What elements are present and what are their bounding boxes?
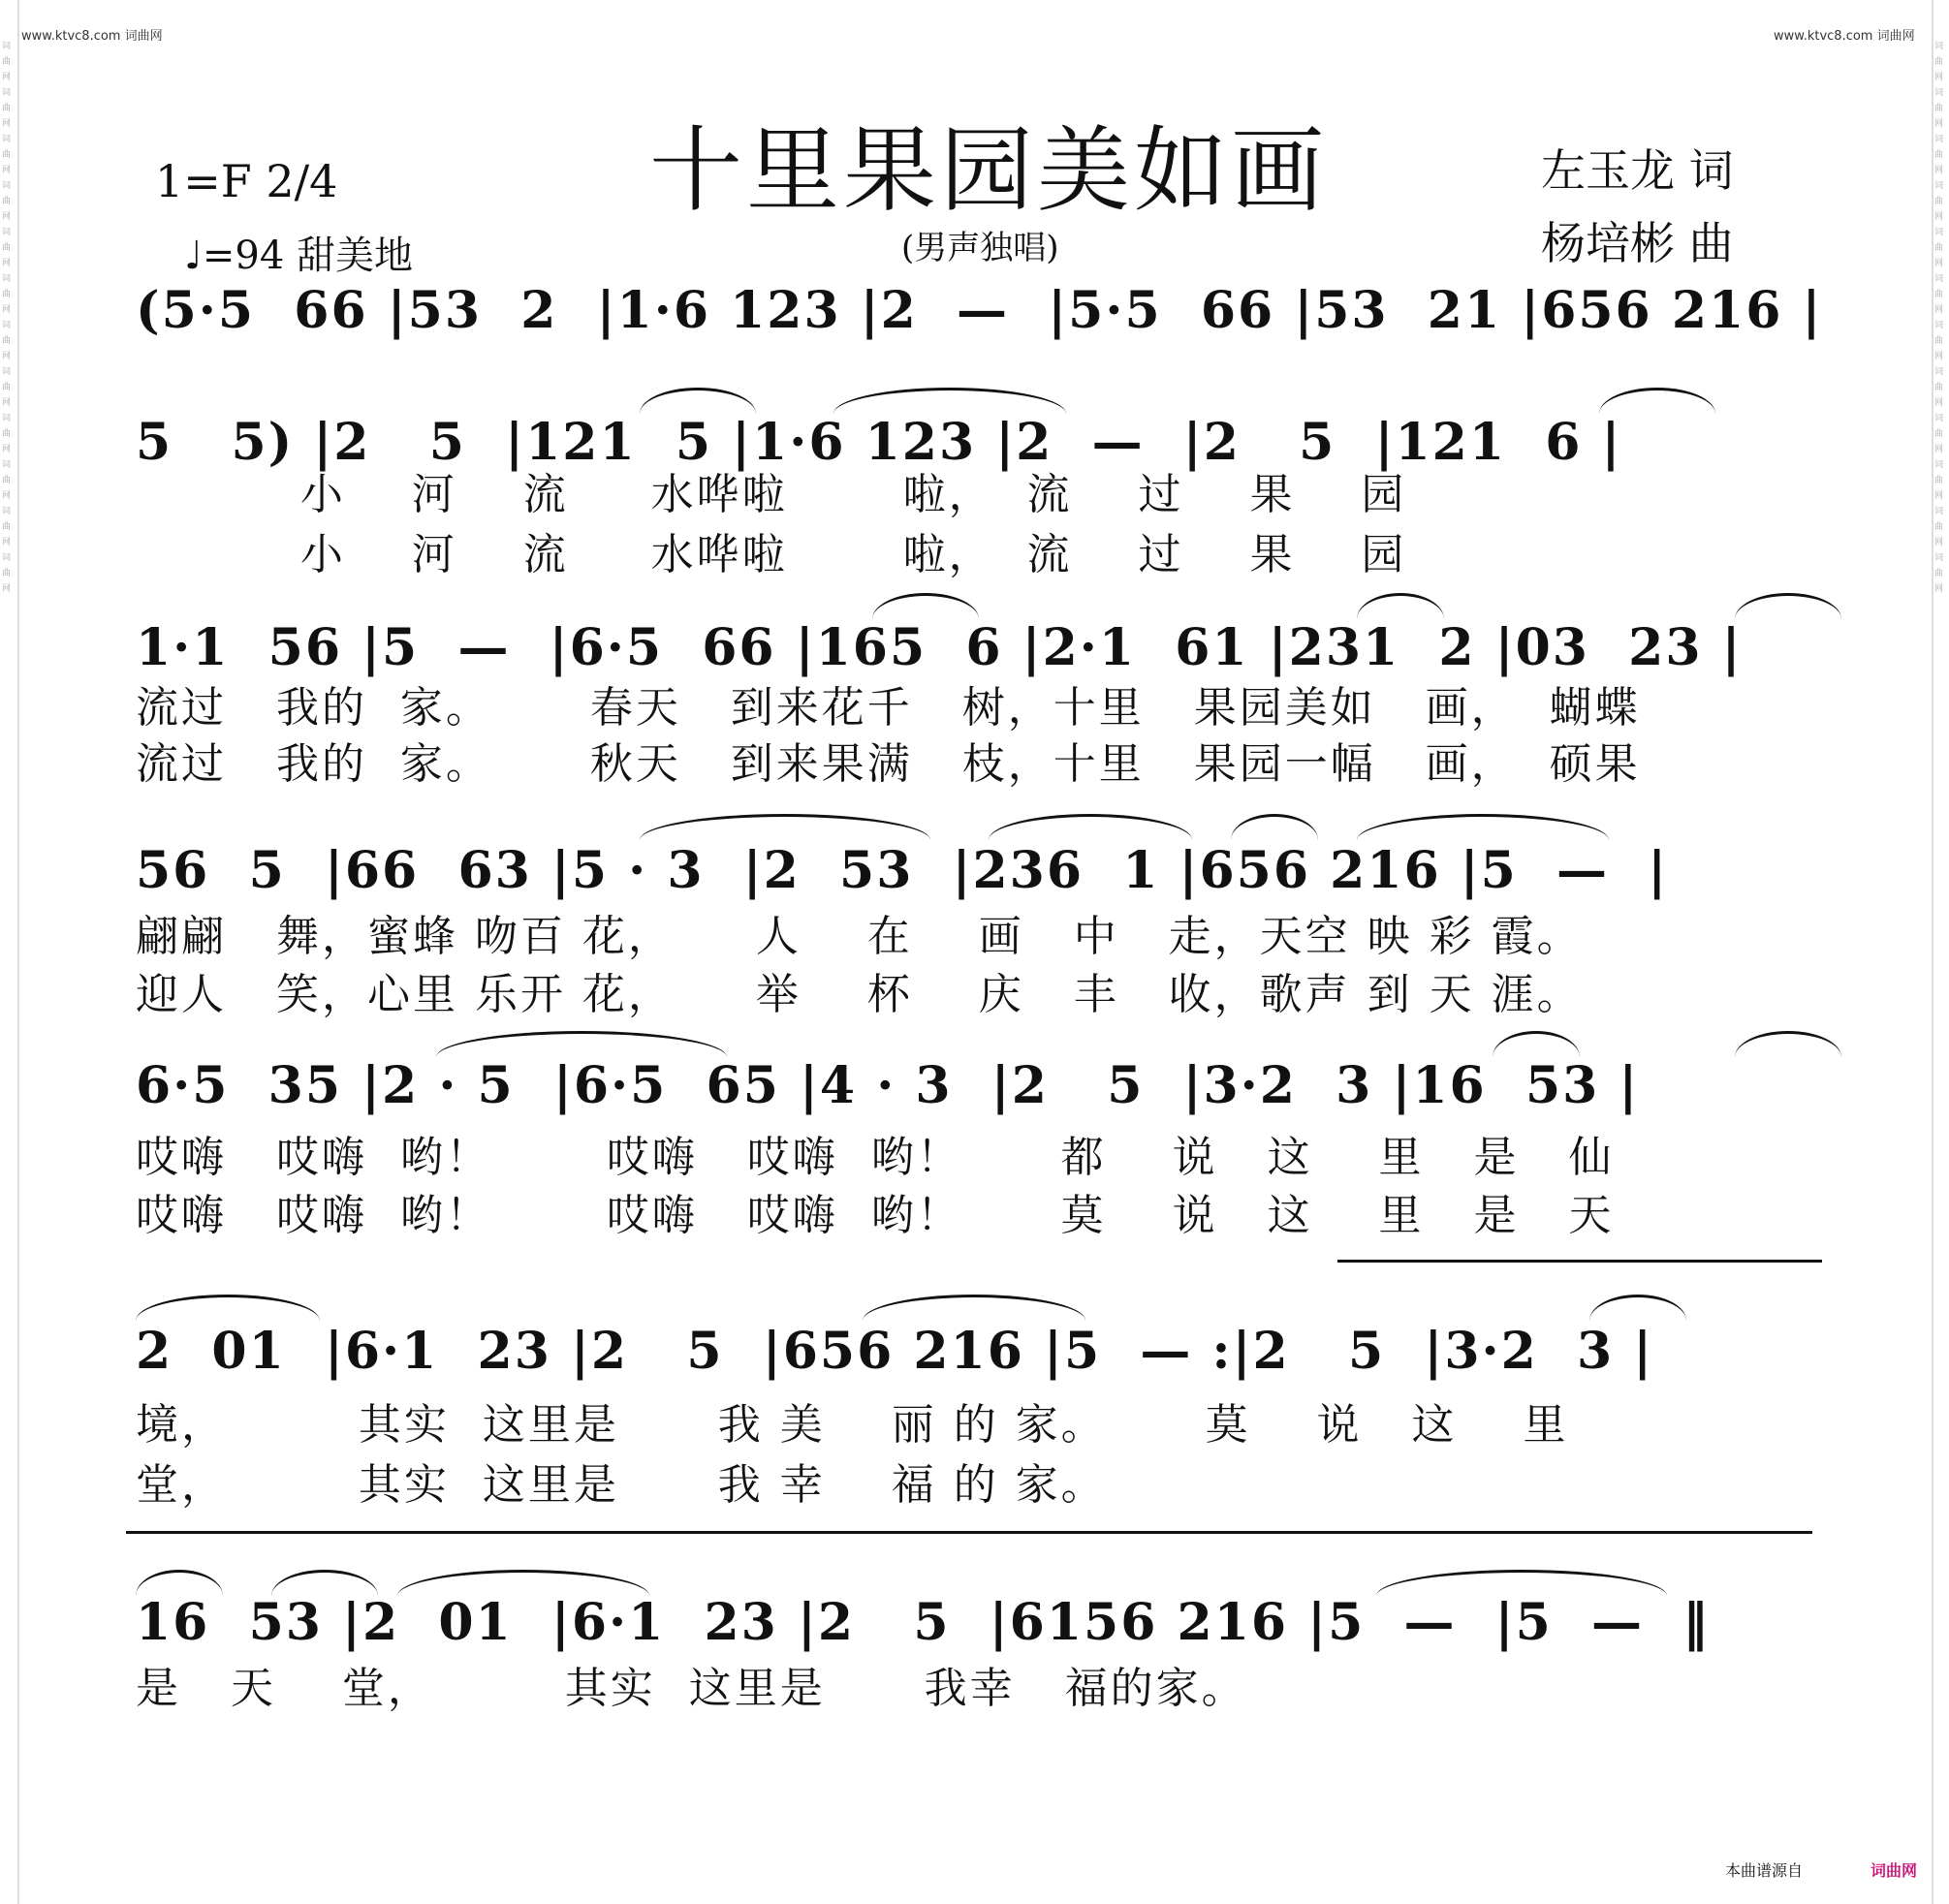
lyrics-verse-2: 流过 我的 家。 秋天 到来果满 枝，十里 果园一幅 画， 硕果: [136, 739, 1641, 789]
slur: [863, 1295, 1085, 1321]
slur: [136, 1295, 320, 1321]
score-line-4: [136, 814, 1822, 1027]
left-sidebar-watermark: 词曲网词曲网词曲网词曲网词曲网词曲网词曲网词曲网词曲网词曲网词曲网词曲网: [2, 42, 12, 594]
notation-line-3: 1·1 56 |5 — |6·5 66 |165 6 |2·1 61 |231 2 |03 23 |: [136, 618, 1743, 677]
score-line-2: [136, 388, 1822, 581]
slur: [1357, 814, 1609, 840]
score-line-3: [136, 593, 1822, 787]
score-line-1: [136, 277, 1822, 364]
watermark-left: www.ktvc8.com 词曲网: [21, 29, 163, 44]
brand-logo[interactable]: 词曲网: [1870, 1861, 1918, 1880]
notation-line-6: 2 01 |6·1 23 |2 5 |656 216 |5 — :|2 5 |3·2 3 |: [136, 1322, 1654, 1381]
composer-credit: 杨培彬 曲: [1541, 217, 1734, 269]
score-line-5: [136, 1031, 1822, 1244]
lyricist-credit: 左玉龙 词: [1541, 144, 1734, 197]
lyrics-verse-2: 哎嗨 哎嗨 哟！ 哎嗨 哎嗨 哟！ 莫 说 这 里 是 天: [136, 1191, 1615, 1240]
slur: [989, 814, 1192, 840]
notation-line-7: 16 53 |2 01 |6·1 23 |2 5 |6156 216 |5 — |5 — ‖: [136, 1593, 1711, 1652]
right-sidebar-watermark: 词曲网词曲网词曲网词曲网词曲网词曲网词曲网词曲网词曲网词曲网词曲网词曲网: [1934, 42, 1944, 594]
volta-bracket: [126, 1531, 1812, 1534]
slur: [1231, 814, 1318, 840]
lyrics-verse-1: 小 河 流 水哗啦 啦， 流 过 果 园: [136, 470, 1407, 519]
lyrics-verse-2: 堂， 其实 这里是 我 幸 福 的 家。: [136, 1460, 1107, 1510]
left-margin-line: [17, 0, 19, 1904]
slur: [1589, 1295, 1686, 1321]
song-subtitle: (男声独唱): [901, 229, 1059, 267]
notation-line-5: 6·5 35 |2 · 5 |6·5 65 |4 · 3 |2 5 |3·2 3 |16 53 |: [136, 1056, 1640, 1115]
notation-line-4: 56 5 |66 63 |5 · 3 |2 53 |236 1 |656 216 |5 — |: [136, 841, 1669, 900]
slur: [640, 814, 930, 840]
lyrics-verse-1: 翩翩 舞，蜜蜂 吻百 花， 人 在 画 中 走，天空 映 彩 霞。: [136, 912, 1583, 961]
source-note: 本曲谱源自: [1725, 1861, 1804, 1880]
watermark-right: www.ktvc8.com 词曲网: [1774, 29, 1915, 44]
notation-line-2: 5 5) |2 5 |121 5 |1·6 123 |2 — |2 5 |121 6 |: [136, 413, 1622, 472]
volta-bracket: [1337, 1260, 1822, 1263]
lyrics-verse-1: 哎嗨 哎嗨 哟！ 哎嗨 哎嗨 哟！ 都 说 这 里 是 仙: [136, 1133, 1615, 1182]
lyrics-verse-2: 迎人 笑，心里 乐开 花， 举 杯 庆 丰 收，歌声 到 天 涯。: [136, 970, 1583, 1019]
lyrics-verse-2: 小 河 流 水哗啦 啦， 流 过 果 园: [136, 530, 1407, 579]
lyrics-verse-1: 是 天 堂， 其实 这里是 我幸 福的家。: [136, 1664, 1247, 1713]
notation-line-1: (5·5 66 |53 2 |1·6 123 |2 — |5·5 66 |53 21 |656 216 |: [136, 281, 1823, 340]
tempo-marking: ♩=94 甜美地: [184, 234, 413, 278]
song-title: 十里果园美如画: [649, 116, 1328, 225]
score-line-6: [136, 1260, 1822, 1512]
lyrics-verse-1: 境， 其实 这里是 我 美 丽 的 家。 莫 说 这 里: [136, 1400, 1569, 1450]
lyrics-verse-1: 流过 我的 家。 春天 到来花千 树，十里 果园美如 画， 蝴蝶: [136, 683, 1641, 733]
right-margin-line: [1932, 0, 1933, 1904]
score-line-7: [136, 1531, 1822, 1725]
key-signature: 1=F 2/4: [155, 155, 338, 207]
